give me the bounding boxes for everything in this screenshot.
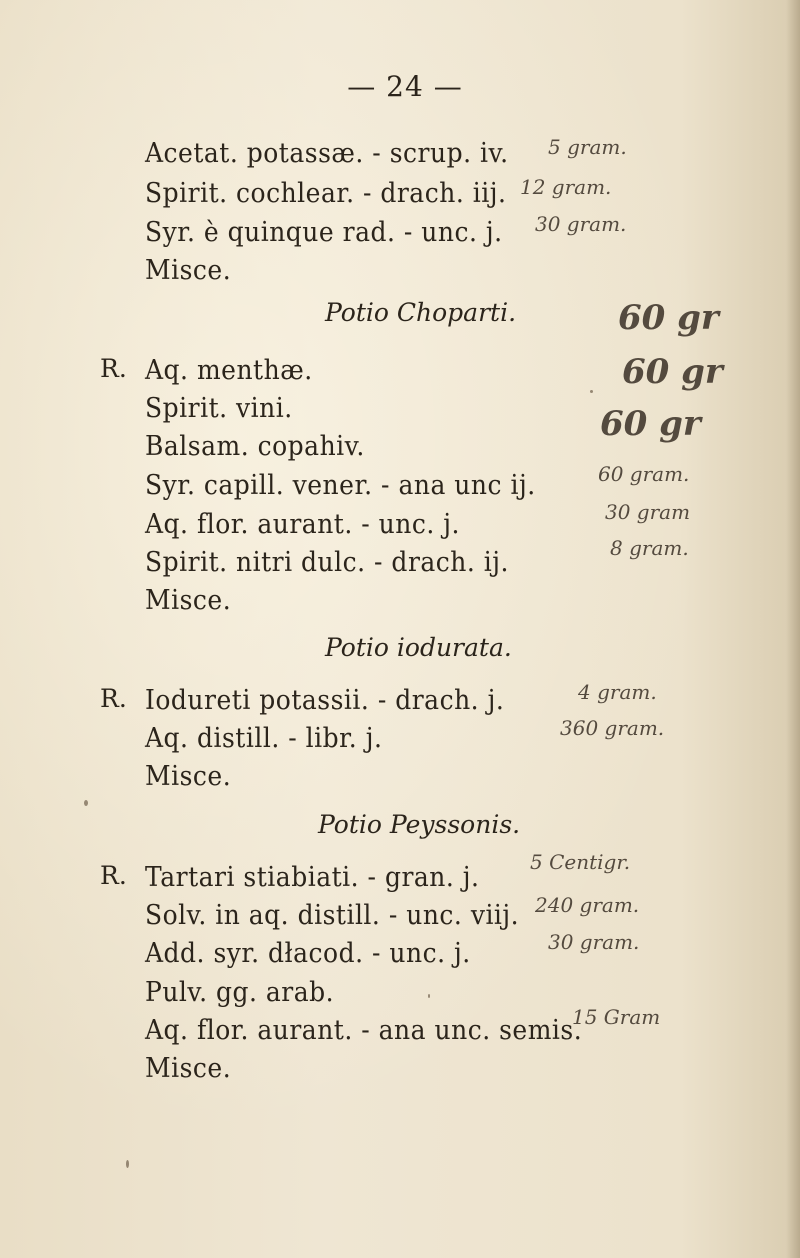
recipe-2-line-4: Syr. capill. vener. - ana unc ij. — [145, 469, 536, 501]
recipe-2-line-3: Balsam. copahiv. — [145, 430, 365, 462]
recipe-4-line-6: Misce. — [145, 1052, 232, 1084]
page-number: — 24 — — [347, 70, 463, 103]
recipe-2-line-6: Spirit. nitri dulc. - drach. ij. — [145, 546, 509, 578]
handwritten-note-9: 8 gram. — [610, 536, 689, 560]
handwritten-note-11: 360 gram. — [560, 716, 665, 740]
paper-speck — [84, 800, 88, 806]
paper-speck — [590, 390, 593, 393]
recipe-3-line-3: Misce. — [145, 760, 232, 792]
recipe-4-line-5: Aq. flor. aurant. - ana unc. semis. — [145, 1014, 583, 1046]
handwritten-note-8: 30 gram — [605, 500, 691, 524]
recipe-2-title: Potio Choparti. — [325, 298, 517, 327]
handwritten-note-6: 60 gr — [600, 404, 701, 444]
handwritten-note-4: 60 gr — [618, 298, 719, 338]
recipe-1-line-1: Acetat. potassæ. - scrup. iv. — [145, 137, 509, 169]
recipe-2-rx-prefix: R. — [100, 354, 127, 383]
paper-speck — [126, 1160, 129, 1168]
page-edge-shadow — [786, 0, 800, 1258]
recipe-4-line-4: Pulv. gg. arab. — [145, 976, 335, 1008]
paper-speck — [428, 994, 430, 998]
handwritten-note-2: 12 gram. — [520, 175, 612, 199]
recipe-3-title: Potio iodurata. — [325, 633, 512, 662]
recipe-2-line-5: Aq. flor. aurant. - unc. j. — [145, 508, 460, 540]
recipe-1-line-4: Misce. — [145, 254, 232, 286]
recipe-1-line-2: Spirit. cochlear. - drach. iij. — [145, 177, 507, 209]
handwritten-note-1: 5 gram. — [548, 135, 627, 159]
recipe-4-title: Potio Peyssonis. — [318, 810, 521, 839]
recipe-2-line-7: Misce. — [145, 584, 232, 616]
handwritten-note-5: 60 gr — [622, 352, 723, 392]
recipe-2-line-2: Spirit. vini. — [145, 392, 293, 424]
recipe-3-line-1: Iodureti potassii. - drach. j. — [145, 684, 505, 716]
handwritten-note-15: 15 Gram — [572, 1005, 661, 1029]
handwritten-note-12: 5 Centigr. — [530, 850, 631, 874]
recipe-3-rx-prefix: R. — [100, 684, 127, 713]
handwritten-note-7: 60 gram. — [598, 462, 690, 486]
recipe-4-line-3: Add. syr. dłacod. - unc. j. — [145, 937, 471, 969]
handwritten-note-10: 4 gram. — [578, 680, 657, 704]
recipe-2-line-1: Aq. menthæ. — [145, 354, 313, 386]
handwritten-note-13: 240 gram. — [535, 893, 640, 917]
recipe-3-line-2: Aq. distill. - libr. j. — [145, 722, 383, 754]
handwritten-note-14: 30 gram. — [548, 930, 640, 954]
recipe-4-rx-prefix: R. — [100, 861, 127, 890]
recipe-4-line-2: Solv. in aq. distill. - unc. viij. — [145, 899, 520, 931]
recipe-4-line-1: Tartari stiabiati. - gran. j. — [145, 861, 480, 893]
handwritten-note-3: 30 gram. — [535, 212, 627, 236]
recipe-1-line-3: Syr. è quinque rad. - unc. j. — [145, 216, 503, 248]
